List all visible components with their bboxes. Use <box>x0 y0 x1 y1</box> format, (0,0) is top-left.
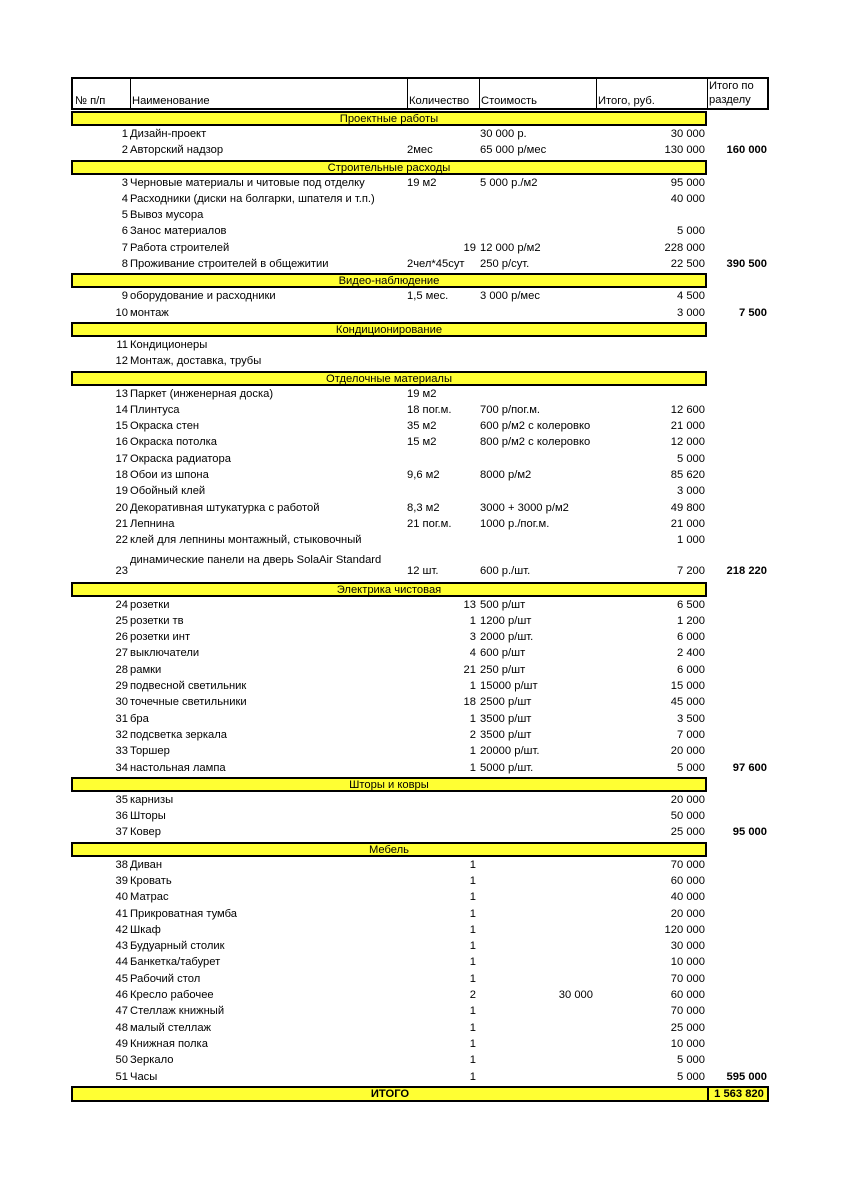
row-name: Авторский надзор <box>130 144 224 157</box>
table-body <box>71 111 769 1085</box>
row-name: Окраска стен <box>130 420 200 433</box>
row-cost: 800 р/м2 с колеровко <box>480 436 591 449</box>
row-total: 1 000 <box>677 534 705 547</box>
row-name: Лепнина <box>130 517 175 530</box>
row-cost: 500 р/шт <box>480 598 526 611</box>
row-total: 21 000 <box>670 420 705 433</box>
grand-total-bar <box>71 1086 769 1102</box>
row-number: 23 <box>115 564 128 577</box>
row-quantity: 18 <box>463 696 476 709</box>
row-name: Торшер <box>130 745 170 758</box>
row-total: 40 000 <box>670 891 705 904</box>
row-number: 45 <box>115 972 128 985</box>
table-row <box>71 954 769 970</box>
row-total: 120 000 <box>664 923 705 936</box>
row-cost: 65 000 р/мес <box>480 144 547 157</box>
table-row <box>71 971 769 987</box>
row-name: выключатели <box>130 647 200 660</box>
table-row <box>71 223 769 239</box>
row-number: 40 <box>115 891 128 904</box>
table-row <box>71 1003 769 1019</box>
row-number: 36 <box>115 810 128 823</box>
row-number: 2 <box>121 144 128 157</box>
table-row <box>71 207 769 223</box>
header-name: Наименование <box>132 95 210 107</box>
row-cost: 3500 р/шт <box>480 728 532 741</box>
row-number: 50 <box>115 1054 128 1067</box>
row-name: карнизы <box>130 793 174 806</box>
row-number: 11 <box>116 338 128 351</box>
row-number: 7 <box>121 241 128 254</box>
row-total: 70 000 <box>670 858 705 871</box>
row-total: 3 000 <box>677 306 705 319</box>
row-total: 30 000 <box>670 940 705 953</box>
row-quantity: 15 м2 <box>407 436 437 449</box>
row-name: Занос материалов <box>130 225 227 238</box>
table-row <box>71 792 769 808</box>
row-name: Будуарный столик <box>130 940 225 953</box>
row-quantity: 2 <box>469 989 476 1002</box>
row-number: 19 <box>115 485 128 498</box>
row-total: 3 000 <box>677 485 705 498</box>
row-quantity: 1 <box>469 923 476 936</box>
row-total: 5 000 <box>677 1054 705 1067</box>
row-name: бра <box>130 712 149 725</box>
row-quantity: 1 <box>469 745 476 758</box>
estimate-table <box>71 77 769 1102</box>
row-name: монтаж <box>130 306 169 319</box>
row-total: 4 500 <box>677 290 705 303</box>
row-quantity: 19 <box>463 241 476 254</box>
table-row <box>71 629 769 645</box>
section-header: Отделочные материалы <box>71 371 707 386</box>
table-row <box>71 824 769 840</box>
table-row <box>71 906 769 922</box>
table-row <box>71 727 769 743</box>
section-header: Мебель <box>71 842 707 857</box>
row-number: 3 <box>121 176 128 189</box>
table-row <box>71 889 769 905</box>
row-quantity: 1 <box>469 712 476 725</box>
row-total: 10 000 <box>670 1037 705 1050</box>
row-section-total: 595 000 <box>726 1070 767 1083</box>
table-row <box>71 711 769 727</box>
row-name: Кровать <box>130 874 172 887</box>
row-total: 6 000 <box>677 663 705 676</box>
row-cost: 1000 р./пог.м. <box>480 517 550 530</box>
row-number: 31 <box>115 712 128 725</box>
row-cost: 3 000 р/мес <box>480 290 540 303</box>
row-number: 43 <box>115 940 128 953</box>
row-quantity: 19 м2 <box>407 387 437 400</box>
row-number: 21 <box>115 517 128 530</box>
table-row <box>71 645 769 661</box>
row-cost: 8000 р/м2 <box>480 469 532 482</box>
row-cost: 2500 р/шт <box>480 696 532 709</box>
row-name: оборудование и расходники <box>130 290 276 303</box>
table-row <box>71 938 769 954</box>
row-section-total: 218 220 <box>726 564 767 577</box>
table-header <box>71 77 769 110</box>
row-name: Банкетка/табурет <box>130 956 221 969</box>
row-quantity: 1 <box>469 858 476 871</box>
table-row <box>71 288 769 304</box>
table-row <box>71 240 769 256</box>
table-row <box>71 386 769 402</box>
row-cost: 600 р/шт <box>480 647 526 660</box>
table-row <box>71 532 769 548</box>
row-number: 1 <box>121 128 128 140</box>
row-quantity: 9,6 м2 <box>407 469 440 482</box>
row-number: 27 <box>115 647 128 660</box>
row-total: 50 000 <box>670 810 705 823</box>
row-total: 2 400 <box>677 647 705 660</box>
header-cost: Стоимость <box>481 95 538 107</box>
table-row <box>71 678 769 694</box>
row-name: Проживание строителей в общежитии <box>130 258 329 271</box>
row-number: 46 <box>115 989 128 1002</box>
header-total: Итого, руб. <box>598 95 655 107</box>
table-row <box>71 305 769 321</box>
row-quantity: 4 <box>469 647 476 660</box>
row-name: Стеллаж книжный <box>130 1005 225 1018</box>
row-cost: 250 р/шт <box>480 663 526 676</box>
row-total: 45 000 <box>670 696 705 709</box>
row-quantity: 3 <box>469 631 476 644</box>
grand-total-value: 1 563 820 <box>707 1088 769 1100</box>
row-quantity: 1 <box>469 1037 476 1050</box>
table-row <box>71 662 769 678</box>
row-name: Окраска потолка <box>130 436 218 449</box>
row-number: 42 <box>115 923 128 936</box>
row-number: 12 <box>115 355 128 368</box>
row-name: Прикроватная тумба <box>130 907 237 920</box>
row-name: Обойный клей <box>130 485 206 498</box>
row-name: клей для лепнины монтажный, стыковочный <box>130 534 362 547</box>
row-number: 34 <box>115 761 128 774</box>
table-row <box>71 613 769 629</box>
section-header: Кондиционирование <box>71 322 707 337</box>
table-row <box>71 353 769 369</box>
row-total: 22 500 <box>670 258 705 271</box>
row-cost: 12 000 р/м2 <box>480 241 541 254</box>
row-quantity: 1 <box>469 1054 476 1067</box>
row-cost: 1200 р/шт <box>480 614 532 627</box>
section-header: Электрика чистовая <box>71 582 707 597</box>
row-quantity: 1 <box>469 907 476 920</box>
row-total: 95 000 <box>670 176 705 189</box>
row-total: 60 000 <box>670 989 705 1002</box>
table-row <box>71 337 769 353</box>
table-row <box>71 743 769 759</box>
table-row <box>71 142 769 158</box>
header-num: № п/п <box>75 95 106 107</box>
row-name: Расходники (диски на болгарки, шпателя и т.п.) <box>130 192 375 205</box>
row-number: 41 <box>115 907 128 920</box>
row-name: Монтаж, доставка, трубы <box>130 355 262 368</box>
row-number: 28 <box>115 663 128 676</box>
row-cost: 5000 р/шт. <box>480 761 534 774</box>
row-number: 16 <box>115 436 128 449</box>
row-name: Плинтуса <box>130 403 180 416</box>
row-total: 7 200 <box>677 564 705 577</box>
row-section-total: 95 000 <box>732 826 767 839</box>
row-quantity: 1 <box>469 972 476 985</box>
row-cost: 15000 р/шт <box>480 680 538 693</box>
table-row <box>71 1052 769 1068</box>
row-cost: 5 000 р./м2 <box>480 176 538 189</box>
table-row <box>71 760 769 776</box>
row-quantity: 1 <box>469 940 476 953</box>
row-quantity: 1 <box>469 1070 476 1083</box>
row-quantity: 2 <box>469 728 476 741</box>
row-number: 5 <box>121 209 128 222</box>
row-name: рамки <box>130 663 162 676</box>
header-section-total: Итого по разделу <box>709 80 754 106</box>
row-quantity: 35 м2 <box>407 420 437 433</box>
row-number: 47 <box>115 1005 128 1018</box>
row-name: Диван <box>130 858 163 871</box>
row-number: 32 <box>115 728 128 741</box>
row-total: 130 000 <box>664 144 705 157</box>
row-section-total: 390 500 <box>726 258 767 271</box>
row-quantity: 2чел*45сут <box>407 258 465 271</box>
row-name: Кондиционеры <box>130 338 208 351</box>
row-quantity: 8,3 м2 <box>407 501 440 514</box>
row-number: 18 <box>115 469 128 482</box>
row-quantity: 19 м2 <box>407 176 437 189</box>
row-total: 49 800 <box>670 501 705 514</box>
row-number: 17 <box>115 452 128 465</box>
row-number: 33 <box>115 745 128 758</box>
row-total: 12 000 <box>670 436 705 449</box>
grand-total-label: ИТОГО <box>370 1087 410 1100</box>
table-row <box>71 808 769 824</box>
table-row <box>71 922 769 938</box>
row-total: 5 000 <box>677 761 705 774</box>
table-row <box>71 418 769 434</box>
row-total: 5 000 <box>677 452 705 465</box>
row-cost: 600 р./шт. <box>480 564 531 577</box>
table-row <box>71 451 769 467</box>
row-number: 20 <box>115 501 128 514</box>
row-name: розетки <box>130 598 170 611</box>
row-total: 40 000 <box>670 192 705 205</box>
row-number: 51 <box>115 1070 128 1083</box>
table-row <box>71 516 769 532</box>
row-total: 1 200 <box>677 614 705 627</box>
row-name: розетки инт <box>130 631 191 644</box>
row-total: 20 000 <box>670 745 705 758</box>
row-total: 25 000 <box>670 826 705 839</box>
row-quantity: 1 <box>469 956 476 969</box>
row-quantity: 21 пог.м. <box>407 517 452 530</box>
row-total: 5 000 <box>677 225 705 238</box>
table-row <box>71 1036 769 1052</box>
row-total: 7 000 <box>677 728 705 741</box>
row-number: 13 <box>115 387 128 400</box>
row-number: 49 <box>115 1037 128 1050</box>
row-name: Паркет (инженерная доска) <box>130 387 274 400</box>
row-quantity: 1 <box>469 680 476 693</box>
row-name: Зеркало <box>130 1054 174 1067</box>
row-name: Обои из шпона <box>130 469 209 482</box>
table-row <box>71 1020 769 1036</box>
row-quantity: 2мес <box>407 144 433 157</box>
row-total: 25 000 <box>670 1021 705 1034</box>
row-name: Матрас <box>130 891 169 904</box>
row-number: 38 <box>115 858 128 871</box>
row-name: динамические панели на дверь SolaAir Standard <box>130 553 382 566</box>
table-row <box>71 467 769 483</box>
table-row <box>71 434 769 450</box>
row-number: 26 <box>115 631 128 644</box>
row-name: Декоративная штукатурка с работой <box>130 501 320 514</box>
row-section-total: 97 600 <box>732 761 767 774</box>
row-total: 21 000 <box>670 517 705 530</box>
row-quantity: 1,5 мес. <box>407 290 449 303</box>
row-quantity: 1 <box>469 1021 476 1034</box>
row-name: Рабочий стол <box>130 972 201 985</box>
row-number: 14 <box>115 403 128 416</box>
section-header: Шторы и ковры <box>71 777 707 792</box>
row-total: 70 000 <box>670 1005 705 1018</box>
row-name: Шкаф <box>130 923 161 936</box>
row-name: настольная лампа <box>130 761 226 774</box>
row-quantity: 12 шт. <box>407 564 439 577</box>
row-number: 35 <box>115 793 128 806</box>
row-name: Часы <box>130 1070 158 1083</box>
row-cost: 30 000 <box>558 989 593 1002</box>
row-total: 30 000 <box>670 128 705 140</box>
row-name: Работа строителей <box>130 241 230 254</box>
table-row <box>71 597 769 613</box>
row-quantity: 18 пог.м. <box>407 403 452 416</box>
table-row <box>71 857 769 873</box>
table-row <box>71 500 769 516</box>
row-number: 29 <box>115 680 128 693</box>
row-name: подвесной светильник <box>130 680 247 693</box>
row-quantity: 1 <box>469 874 476 887</box>
row-cost: 30 000 р. <box>480 128 527 140</box>
row-cost: 250 р/сут. <box>480 258 530 271</box>
header-qty: Количество <box>409 95 470 107</box>
row-number: 10 <box>115 306 128 319</box>
row-total: 60 000 <box>670 874 705 887</box>
row-number: 15 <box>115 420 128 433</box>
row-section-total: 160 000 <box>726 144 767 157</box>
row-number: 6 <box>121 225 128 238</box>
row-quantity: 21 <box>463 663 476 676</box>
row-cost: 700 р/пог.м. <box>480 403 541 416</box>
row-quantity: 1 <box>469 891 476 904</box>
row-number: 25 <box>115 614 128 627</box>
row-total: 10 000 <box>670 956 705 969</box>
row-name: Ковер <box>130 826 162 839</box>
row-cost: 600 р/м2 с колеровко <box>480 420 591 433</box>
table-row <box>71 1069 769 1085</box>
row-quantity: 1 <box>469 761 476 774</box>
table-row <box>71 126 769 142</box>
section-header: Проектные работы <box>71 111 707 126</box>
row-total: 85 620 <box>670 469 705 482</box>
table-row <box>71 175 769 191</box>
row-name: розетки тв <box>130 614 184 627</box>
row-number: 9 <box>121 290 128 303</box>
row-quantity: 1 <box>469 1005 476 1018</box>
row-name: Дизайн-проект <box>130 128 207 140</box>
table-row <box>71 483 769 499</box>
row-total: 6 000 <box>677 631 705 644</box>
row-cost: 3000 + 3000 р/м2 <box>480 501 569 514</box>
row-total: 6 500 <box>677 598 705 611</box>
row-name: Черновые материалы и читовые под отделку <box>130 176 365 189</box>
row-cost: 3500 р/шт <box>480 712 532 725</box>
row-number: 39 <box>115 874 128 887</box>
row-quantity: 13 <box>463 598 476 611</box>
table-row <box>71 987 769 1003</box>
row-name: Шторы <box>130 810 166 823</box>
table-row <box>71 402 769 418</box>
row-number: 4 <box>121 192 128 205</box>
row-number: 48 <box>115 1021 128 1034</box>
section-header: Строительные расходы <box>71 160 707 175</box>
row-name: Кресло рабочее <box>130 989 214 1002</box>
row-total: 12 600 <box>670 403 705 416</box>
row-total: 20 000 <box>670 907 705 920</box>
section-header: Видео-наблюдение <box>71 273 707 288</box>
table-row <box>71 694 769 710</box>
row-cost: 2000 р/шт. <box>480 631 534 644</box>
row-number: 37 <box>115 826 128 839</box>
row-total: 5 000 <box>677 1070 705 1083</box>
row-total: 3 500 <box>677 712 705 725</box>
row-name: Книжная полка <box>130 1037 208 1050</box>
row-number: 24 <box>115 598 128 611</box>
row-number: 22 <box>115 534 128 547</box>
row-total: 70 000 <box>670 972 705 985</box>
row-number: 44 <box>115 956 128 969</box>
table-row <box>71 873 769 889</box>
row-name: Окраска радиатора <box>130 452 231 465</box>
row-name: точечные светильники <box>130 696 247 709</box>
table-row <box>71 256 769 272</box>
row-name: малый стеллаж <box>130 1021 212 1034</box>
row-name: подсветка зеркала <box>130 728 227 741</box>
row-number: 8 <box>121 258 128 271</box>
row-number: 30 <box>115 696 128 709</box>
row-section-total: 7 500 <box>739 306 767 319</box>
table-row <box>71 191 769 207</box>
row-total: 15 000 <box>670 680 705 693</box>
row-name: Вывоз мусора <box>130 209 204 222</box>
row-total: 20 000 <box>670 793 705 806</box>
table-row <box>71 549 769 581</box>
row-total: 228 000 <box>664 241 705 254</box>
row-cost: 20000 р/шт. <box>480 745 540 758</box>
row-quantity: 1 <box>469 614 476 627</box>
